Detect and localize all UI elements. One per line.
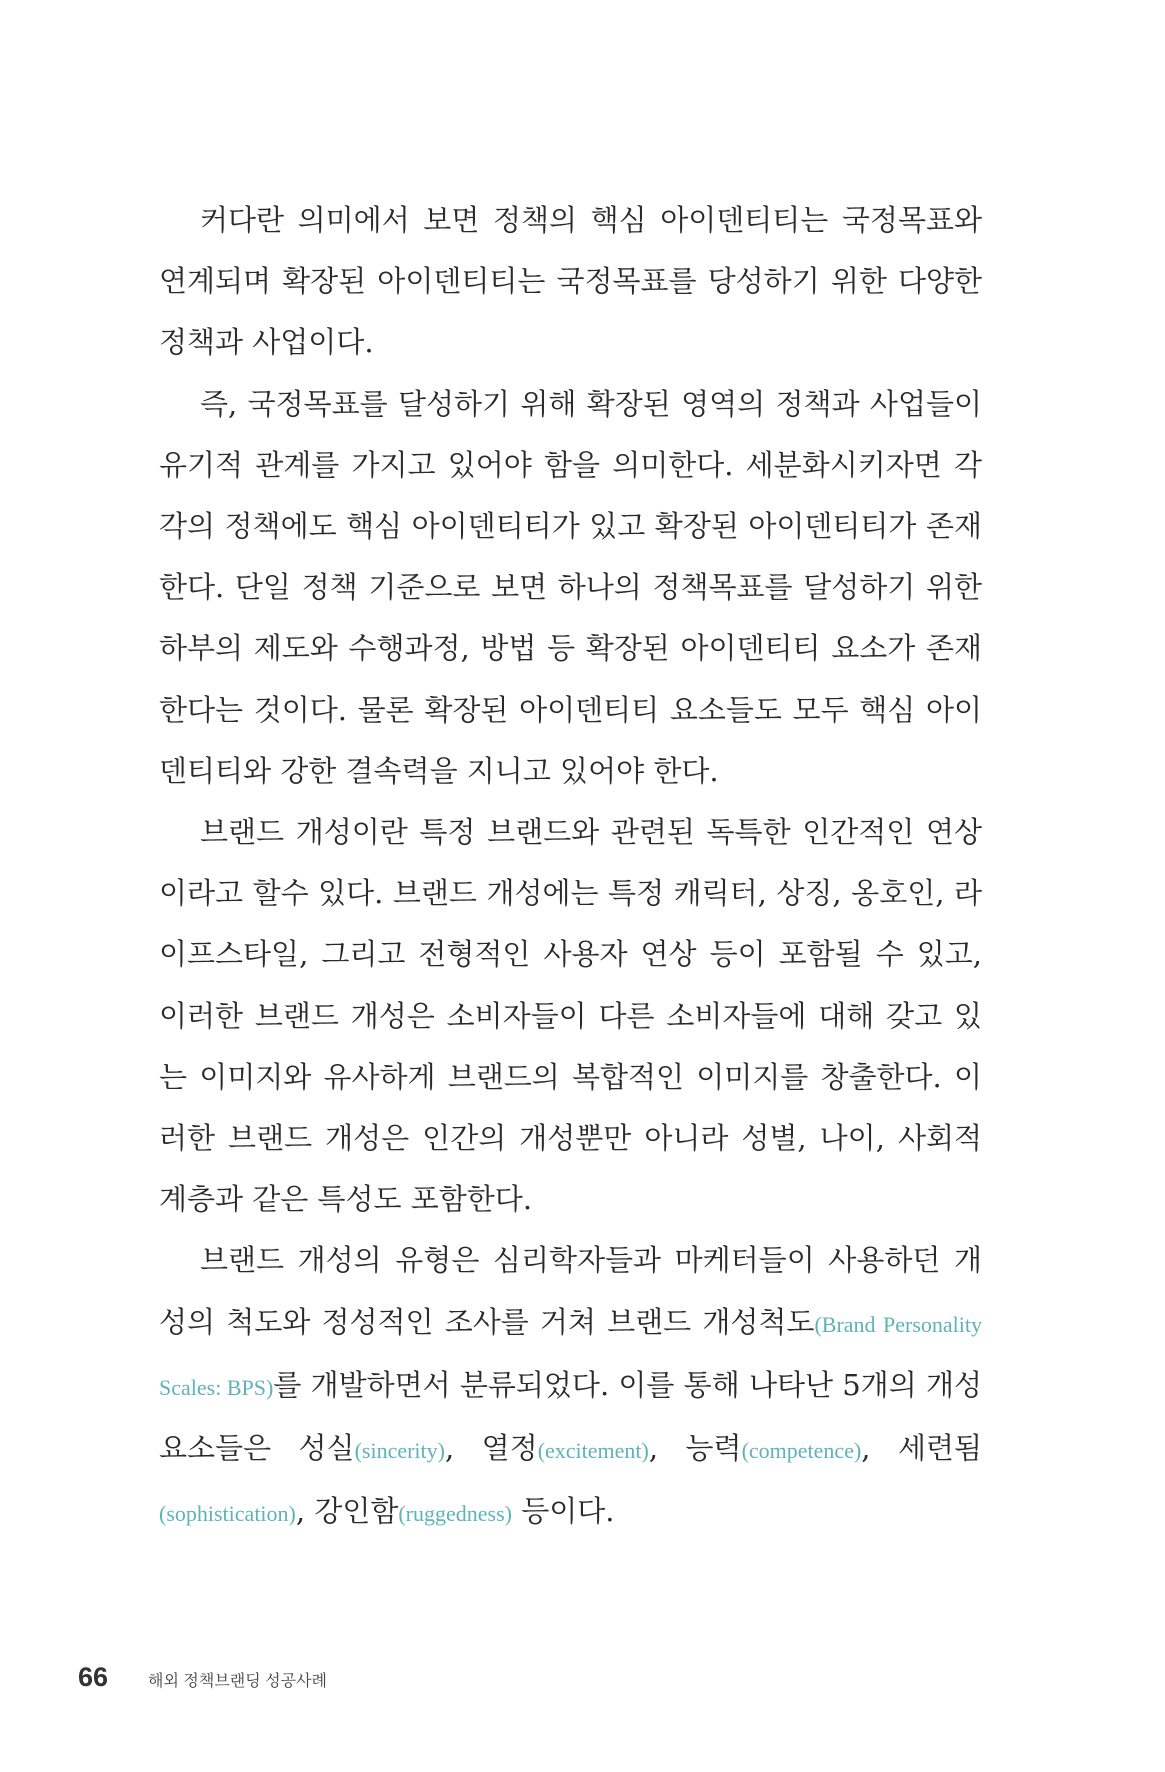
english-gloss: (sophistication) (159, 1501, 296, 1527)
paragraph-3: 브랜드 개성이란 특정 브랜드와 관련된 독특한 인간적인 연상이라고 할수 있다. 브랜드 개성에는 특정 캐릭터, 상징, 옹호인, 라이프스타일, 그리고 전형적인 사용자 연상 등이 포함될 수 있고, 이러한 브랜드 개성은 소비자들이 다른 소비자들에 대해 갖고 있는 이미지와 유사하게 브랜드의 복합적인 이미지를 창출한다. 이러한 브랜드 개성은 인간의 개성뿐만 아니라 성별, 나이, 사회적 계층과 같은 특성도 포함한다. (159, 815, 982, 1217)
english-gloss: (Brand Personality Scales: BPS) (159, 1311, 982, 1400)
paragraph-4 (159, 1230, 982, 1544)
paragraph-4-text: , 세련됨 (861, 1431, 983, 1466)
page-footer (78, 1662, 327, 1692)
running-title: 해외 정책브랜딩 성공사례 (148, 1673, 327, 1690)
paragraph-1: 커다란 의미에서 보면 정책의 핵심 아이덴티티는 국정목표와 연계되며 확장된 아이덴티티는 국정목표를 당성하기 위한 다양한 정책과 사업이다. (159, 203, 982, 360)
paragraph-4-text: , 능력 (648, 1431, 742, 1466)
english-gloss: (excitement) (537, 1438, 649, 1464)
english-gloss: (ruggedness) (398, 1501, 512, 1527)
paragraph-4-text: 브랜드 개성의 유형은 심리학자들과 마케터들이 사용하던 개성의 척도와 정성적인 조사를 거쳐 브랜드 개성척도 (159, 1243, 982, 1339)
paragraph-4-text: 를 개발하면서 분류되었다. 이를 통해 나타난 5개의 개성 요소들은 성실 (159, 1367, 982, 1466)
paragraph-4-text: , 열정 (444, 1431, 538, 1466)
paragraph-4-text: 등이다. (512, 1494, 615, 1529)
body-text (159, 190, 982, 1544)
paragraph-2: 즉, 국정목표를 달성하기 위해 확장된 영역의 정책과 사업들이 유기적 관계를 가지고 있어야 함을 의미한다. 세분화시키자면 각각의 정책에도 핵심 아이덴티티가 있고 확장된 아이덴티티가 존재한다. 단일 정책 기준으로 보면 하나의 정책목표를 달성하기 위한 하부의 제도와 수행과정, 방법 등 확장된 아이덴티티 요소가 존재한다는 것이다. 물론 확장된 아이덴티티 요소들도 모두 핵심 아이덴티티와 강한 결속력을 지니고 있어야 한다. (159, 386, 982, 788)
paragraph-4-text: , 강인함 (295, 1494, 399, 1529)
page-number: 66 (78, 1662, 109, 1692)
english-gloss: (sincerity) (354, 1438, 445, 1464)
english-gloss: (competence) (741, 1438, 862, 1464)
